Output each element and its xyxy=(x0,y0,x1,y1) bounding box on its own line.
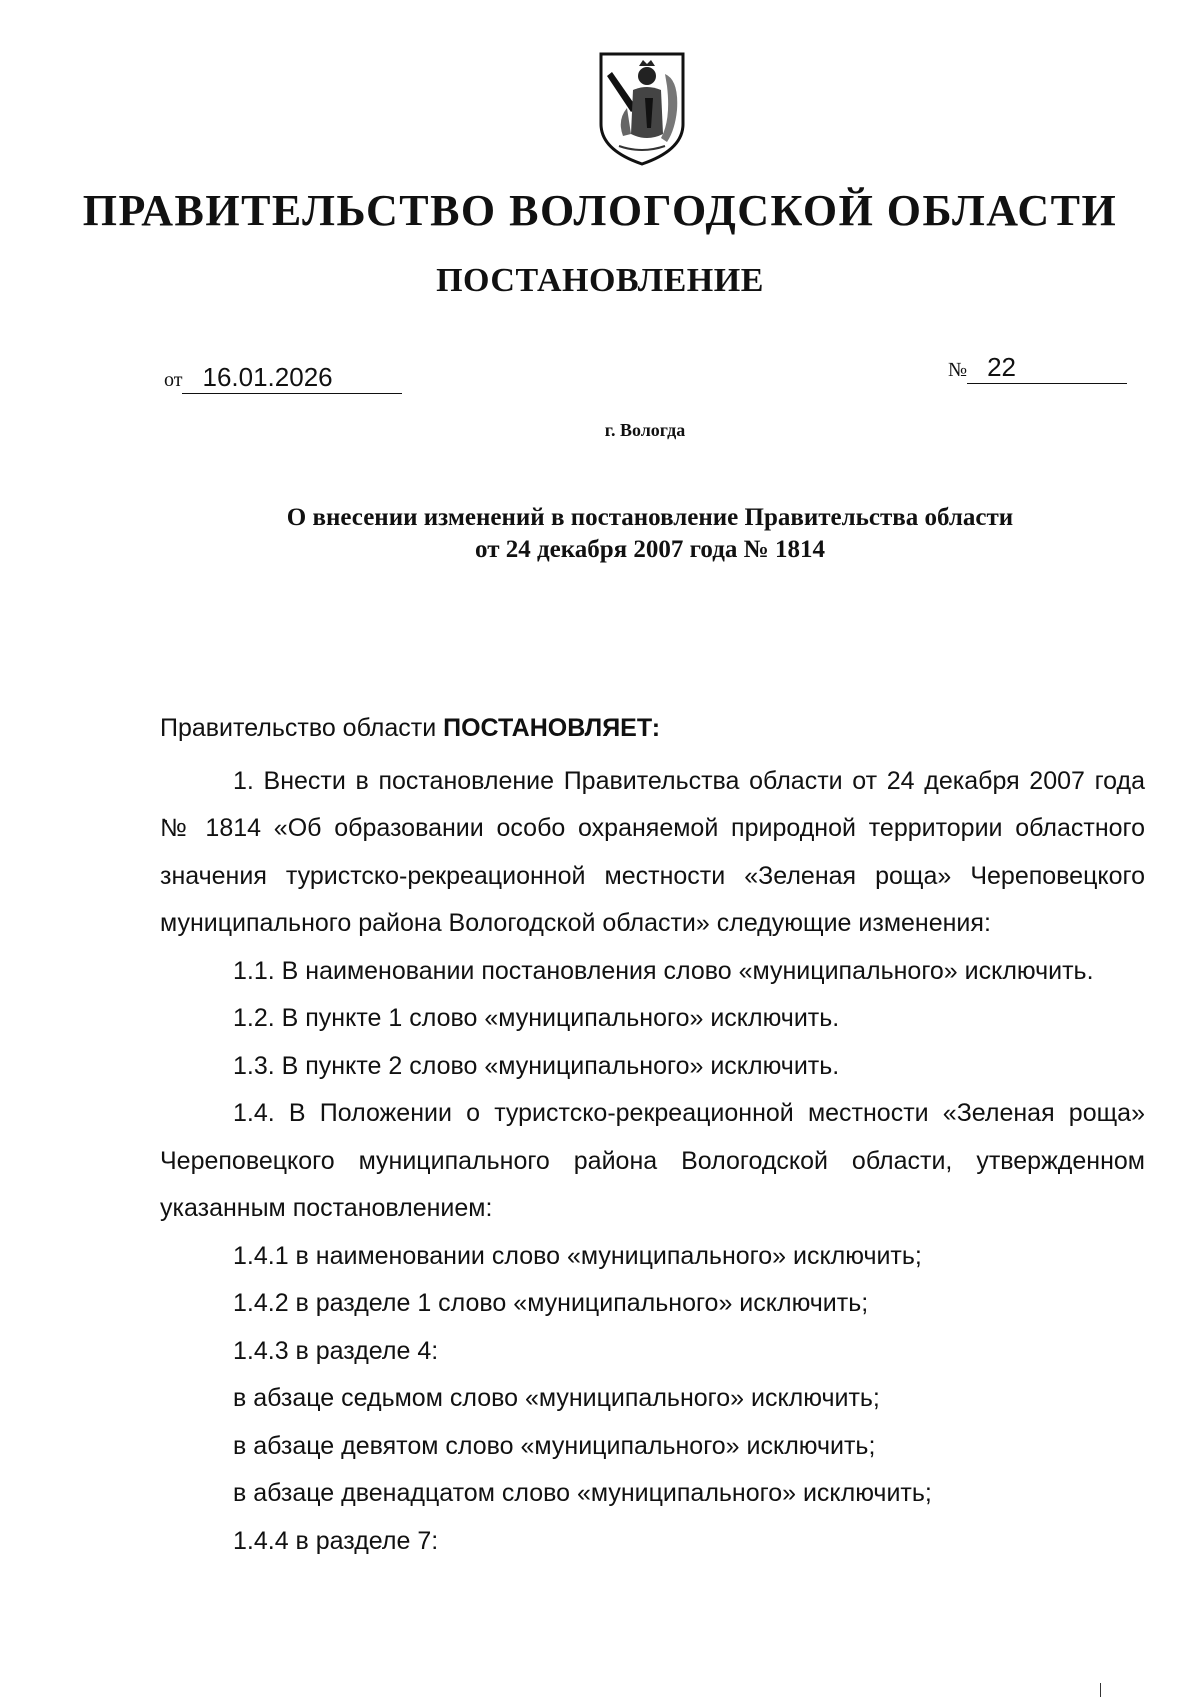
date-value: 16.01.2026 xyxy=(182,362,402,394)
document-title xyxy=(200,502,1100,566)
title-line-1: О внесении изменений в постановление Правительства области xyxy=(286,504,1014,531)
paragraph-1: 1. Внести в постановление Правительства области от 24 декабря 2007 года № 1814 «Об образовании особо охраняемой природной территории областного значения туристско-рекреационной местности «Зеленая роща» Череповецкого муниципального района Вологодской области» следующие изменения: xyxy=(160,766,1145,937)
organization-title: ПРАВИТЕЛЬСТВО ВОЛОГОДСКОЙ ОБЛАСТИ xyxy=(82,186,1118,235)
paragraph-abzac-7: в абзаце седьмом слово «муниципального» исключить; xyxy=(233,1384,880,1412)
date-prefix: от xyxy=(164,369,183,391)
paragraph-1-3: 1.3. В пункте 2 слово «муниципального» исключить. xyxy=(233,1051,840,1080)
paragraph-1-4-4: 1.4.4 в разделе 7: xyxy=(233,1526,439,1555)
paragraph-1-4-2: 1.4.2 в разделе 1 слово «муниципального» исключить; xyxy=(233,1289,869,1317)
number-prefix: № xyxy=(948,359,968,381)
paragraph-1-4-1: 1.4.1 в наименовании слово «муниципального» исключить; xyxy=(233,1241,922,1270)
coat-of-arms-icon xyxy=(597,50,687,168)
paragraph-1-4: 1.4. В Положении о туристско-рекреационной местности «Зеленая роща» Череповецкого муниципального района Вологодской области, утвержденном указанным постановлением: xyxy=(160,1099,1145,1222)
document-type: ПОСТАНОВЛЕНИЕ xyxy=(436,262,764,299)
city-label: г. Вологда xyxy=(604,420,686,440)
paragraph-abzac-12: в абзаце двенадцатом слово «муниципального» исключить; xyxy=(233,1479,932,1507)
paragraph-1-4-3: 1.4.3 в разделе 4: xyxy=(233,1336,439,1365)
title-line-2: от 24 декабря 2007 года № 1814 xyxy=(475,536,825,563)
paragraph-1-2: 1.2. В пункте 1 слово «муниципального» исключить. xyxy=(233,1004,840,1032)
document-body xyxy=(160,705,1145,1565)
number-block xyxy=(948,352,1127,384)
preamble xyxy=(160,705,1145,753)
scan-tick-mark xyxy=(1100,1683,1101,1697)
number-value: 22 xyxy=(967,352,1127,384)
preamble-text: Правительство области xyxy=(160,714,444,742)
paragraph-abzac-9: в абзаце девятом слово «муниципального» исключить; xyxy=(233,1431,876,1460)
preamble-decree: ПОСТАНОВЛЯЕТ: xyxy=(443,714,661,742)
date-block xyxy=(164,362,402,394)
paragraph-1-1: 1.1. В наименовании постановления слово «муниципального» исключить. xyxy=(233,956,1094,985)
